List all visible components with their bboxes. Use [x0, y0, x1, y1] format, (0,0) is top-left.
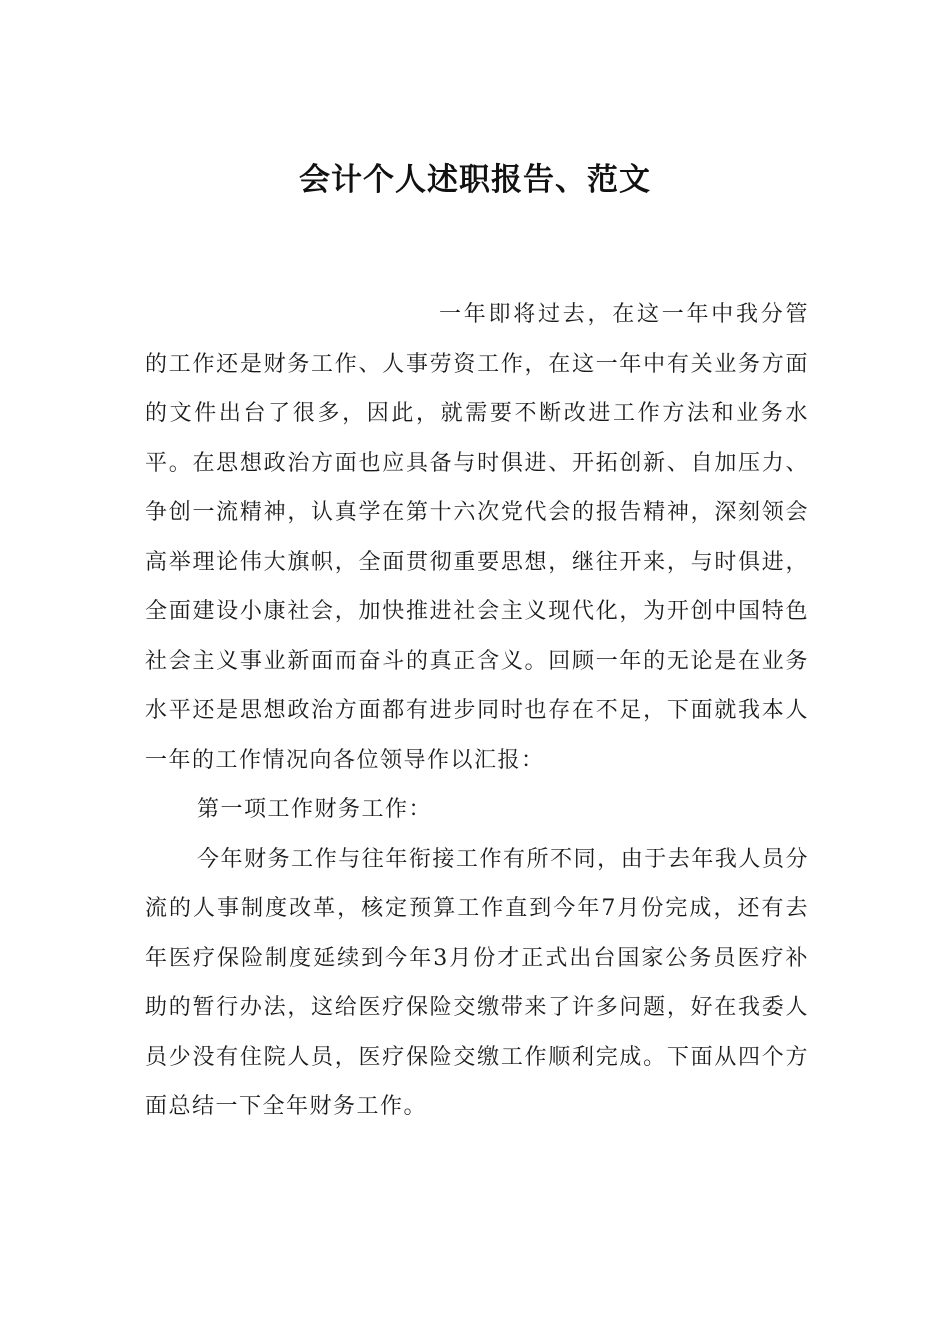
paragraph-section-heading: 第一项工作财务工作：: [197, 797, 433, 822]
paragraph-intro: 一年即将过去，在这一年中我分管的工作还是财务工作、人事劳资工作，在这一年中有关业务方面的文件出台了很多，因此，就需要不断改进工作方法和业务水平。在思想政治方面也应具备与时俱进、开拓创新、自加压力、争创一流精神，认真学在第十六次党代会的报告精神，深刻领会高举理论伟大旗帜，全面贯彻重要思想，继往开来，与时俱进，全面建设小康社会，加快推进社会主义现代化，为开创中国特色社会主义事业新面而奋斗的真正含义。回顾一年的无论是在业务水平还是思想政治方面都有进步同时也存在不足，下面就我本人一年的工作情况向各位领导作以汇报：: [145, 302, 809, 773]
document-body: [145, 290, 809, 1132]
document-title: 会计个人述职报告、范文: [299, 162, 651, 198]
paragraph-finance-work: 今年财务工作与往年衔接工作有所不同，由于去年我人员分流的人事制度改革，核定预算工作直到今年7月份完成，还有去年医疗保险制度延续到今年3月份才正式出台国家公务员医疗补助的暂行办法，这给医疗保险交缴带来了许多问题，好在我委人员少没有住院人员，医疗保险交缴工作顺利完成。下面从四个方面总结一下全年财务工作。: [145, 846, 809, 1119]
